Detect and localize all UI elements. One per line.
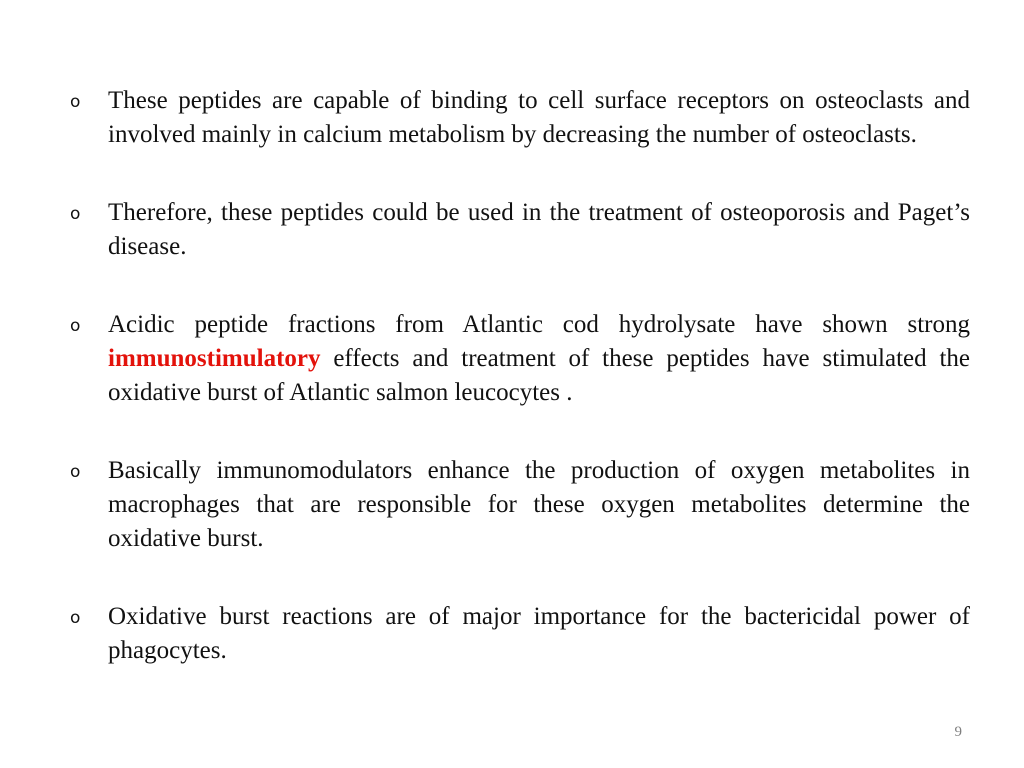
bullet-text: Therefore, these peptides could be used in the treatment of osteoporosis and Paget’s disease. [108,199,970,260]
bullet-text: Oxidative burst reactions are of major importance for the bactericidal power of phagocytes. [108,603,970,664]
bullet-text-before: Acidic peptide fractions from Atlantic cod hydrolysate have shown strong [108,311,970,338]
bullet-item [70,600,970,668]
page-number: 9 [954,724,962,740]
bullet-marker: o [70,204,81,224]
bullet-item [70,196,970,264]
bullet-text: These peptides are capable of binding to cell surface receptors on osteoclasts and involved mainly in calcium metabolism by decreasing the number of osteoclasts. [108,87,970,148]
bullet-text [108,308,970,410]
bullet-marker: o [70,316,81,336]
bullet-item [70,84,970,152]
bullet-item [70,454,970,556]
bullet-item [70,308,970,410]
bullet-marker: o [70,608,81,628]
bullet-text: Basically immunomodulators enhance the production of oxygen metabolites in macrophages that are responsible for these oxygen metabolites determine the oxidative burst. [108,457,970,552]
bullet-marker: o [70,92,81,112]
highlighted-term: immunostimulatory [108,345,321,372]
bullet-list [70,84,970,668]
bullet-text-after: effects and treatment of these peptides have stimulated the oxidative burst of Atlantic salmon leucocytes . [108,345,970,406]
bullet-marker: o [70,462,81,482]
